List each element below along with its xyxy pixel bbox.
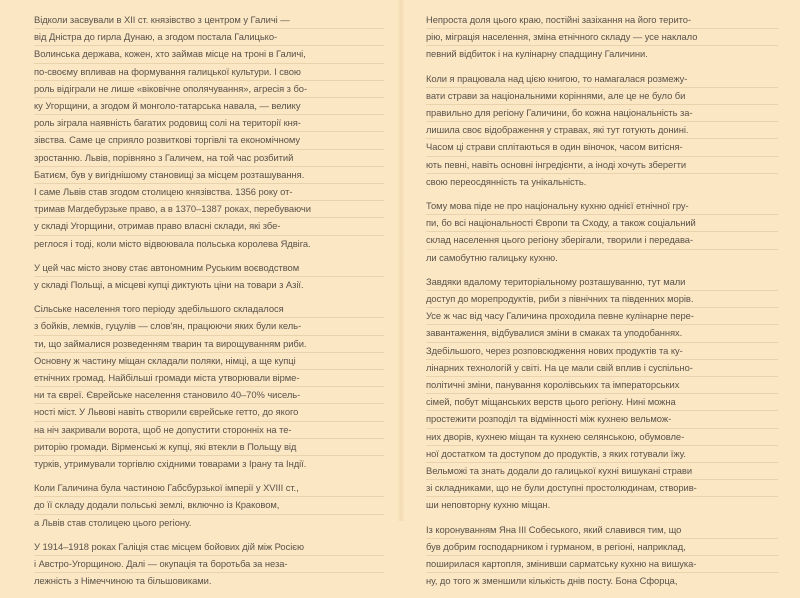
text-line: сімей, побут міщанських верств цього регіону. Нині можна (426, 394, 778, 411)
left-page (34, 12, 384, 598)
text-line: Усе ж час від часу Галичина проходила певне кулінарне пере- (426, 308, 778, 325)
text-line: а Львів став столицею цього регіону. (34, 516, 192, 528)
paragraph (426, 71, 778, 190)
text-line: Здебільшого, через розповсюдження нових продуктів та ку- (426, 343, 778, 360)
text-line: зівства. Саме це сприяло розвиткові торгівлі та економічному (34, 132, 384, 149)
text-line: склад населення цього регіону зберігали, творили і передава- (426, 232, 778, 249)
text-line: У цей час місто знову стає автономним Руським воєводством (34, 260, 384, 277)
text-line: певний відбиток і на кулінарну спадщину Галичини. (426, 48, 648, 60)
text-line: Вельможі та знать додали до галицької кухні вишукані страви (426, 463, 778, 480)
text-line: У 1914–1918 роках Галіція стає місцем бойових дій між Росією (34, 539, 384, 556)
paragraph (426, 274, 778, 514)
text-line: пи, бо всі національності Європи та Сходу, а також соціальний (426, 215, 778, 232)
text-line: зростанню. Львів, порівняно з Галичем, на той час розбитий (34, 150, 384, 167)
text-line: по-своєму впливав на формування галицької культури. І свою (34, 64, 384, 81)
right-page (426, 12, 778, 598)
text-line: лишила своє відображення у стравах, які тут готують донині. (426, 122, 778, 139)
text-line: простежити розподіл та відмінності між кухнею вельмож- (426, 411, 778, 428)
text-line: Непроста доля цього краю, постійні зазіхання на його терито- (426, 12, 778, 29)
text-line: був добрим господарником і гурманом, в регіоні, наприклад, (426, 539, 778, 556)
paragraph (426, 12, 778, 63)
text-line: ли самобутню галицьку кухню. (426, 251, 558, 263)
text-line: ку Угорщини, а згодом й монголо-татарська навала, — велику (34, 98, 384, 115)
text-line: і Австро-Угорщиною. Далі — окупація та боротьба за неза- (34, 556, 384, 573)
text-line: свою переосдянність та унікальність. (426, 175, 587, 187)
text-line: з бойків, лемків, гуцулів — слов'ян, працюючи яких були кель- (34, 318, 384, 335)
text-line: тримав Магдебурзьке право, а в 1370–1387 роках, перебуваючи (34, 201, 384, 218)
text-line: вати страви за національними коріннями, але це не було би (426, 88, 778, 105)
text-line: до її складу додали польські землі, включно із Краковом, (34, 497, 384, 514)
text-line: етнічних громад. Найбільші громади міста утворювали вірме- (34, 370, 384, 387)
text-line: роль відіграли не лише «віковічне ополячування», агресія з бо- (34, 81, 384, 98)
paragraph (34, 539, 384, 590)
text-line: Із коронуванням Яна III Собеського, який славився тим, що (426, 522, 778, 539)
text-line: Тому мова піде не про національну кухню однієї етнічної гру- (426, 198, 778, 215)
text-line: Основну ж частину міщан складали поляки, німці, а ще купці (34, 353, 384, 370)
text-line: доступ до морепродуктів, риби з північних та південних морів. (426, 291, 778, 308)
text-line: роль зіграла наявність багатих родовищ солі на території кня- (34, 115, 384, 132)
text-line: поширилася картопля, змінивши сарматську кухню на вишука- (426, 556, 778, 573)
text-line: лінарних технологій у світі. На це мали свій вплив і суспільно- (426, 360, 778, 377)
text-line: політичні зміни, панування королівських та імператорських (426, 377, 778, 394)
book-gutter (398, 0, 404, 521)
text-line: від Дністра до гирла Дунаю, а згодом постала Галицько- (34, 29, 384, 46)
paragraph (34, 260, 384, 293)
text-line: Часом ці страви сплітаються в один віночок, часом витісня- (426, 139, 778, 156)
text-line: них дворів, кухнею міщан та кухнею селянською, обумовле- (426, 429, 778, 446)
text-line: Коли я працювала над цією книгою, то намагалася розмежу- (426, 71, 778, 88)
text-line: рію, міграція населення, зміна етнічного складу — усе наклало (426, 29, 778, 46)
text-line: ти, що займалися розведенням тварин та вирощуванням риби. (34, 336, 384, 353)
text-line: риторію громади. Вірменські ж купці, які втекли в Польщу від (34, 439, 384, 456)
paragraph (34, 301, 384, 472)
text-line: Коли Галичина була частиною Габсбурзької імперії у XVIII ст., (34, 480, 384, 497)
text-line: Сільське населення того періоду здебільшого складалося (34, 301, 384, 318)
text-line: ної достатком та доступом до продуктів, з яких готували їжу. (426, 446, 778, 463)
text-line: турків, утримували торгівлю східними товарами з Ірану та Індії. (34, 458, 307, 470)
text-line: ють певні, навіть основні інгредієнти, а іноді хочуть зберегти (426, 157, 778, 174)
paragraph (426, 198, 778, 266)
paragraph (426, 522, 778, 590)
text-line: Волинська держава, кожен, хто займав місце на троні в Галичі, (34, 46, 384, 63)
text-line: у складі Польщі, а місцеві купці диктують ціни на товари з Азії. (34, 279, 304, 291)
paragraph (34, 12, 384, 252)
text-line: реглося і тоді, коли місто відвоювала польська королева Ядвіга. (34, 237, 311, 249)
text-line: ності міст. У Львові навіть створили єврейське гетто, до якого (34, 404, 384, 421)
text-line: І саме Львів став згодом столицею князівства. 1356 року от- (34, 184, 384, 201)
text-line: Завдяки вдалому територіальному розташуванню, тут мали (426, 274, 778, 291)
paragraph (34, 480, 384, 531)
text-line: Батиєм, був у вигіднішому становищі за місцем розташування. (34, 167, 384, 184)
text-line: Відколи засвували в XII ст. князівство з центром у Галичі — (34, 12, 384, 29)
text-line: ну, до того ж зменшили кількість днів посту. Бона Сфорца, (426, 575, 678, 587)
text-line: лежність з Німеччиною та більшовиками. (34, 575, 212, 587)
text-line: ни та євреї. Єврейське населення становило 40–70% чисель- (34, 387, 384, 404)
text-line: завантаження, відбувалися зміни в смаках та уподобаннях. (426, 325, 778, 342)
text-line: правильно для регіону Галичини, бо кожна національність за- (426, 105, 778, 122)
text-line: зі складниками, що не були доступні простолюдинам, створив- (426, 480, 778, 497)
text-line: на ніч закривали ворота, щоб не допустити сторонніх на те- (34, 422, 384, 439)
text-line: ши неповторну кухню міщан. (426, 499, 551, 511)
text-line: у складі Угорщини, отримав право власні склади, які збе- (34, 218, 384, 235)
